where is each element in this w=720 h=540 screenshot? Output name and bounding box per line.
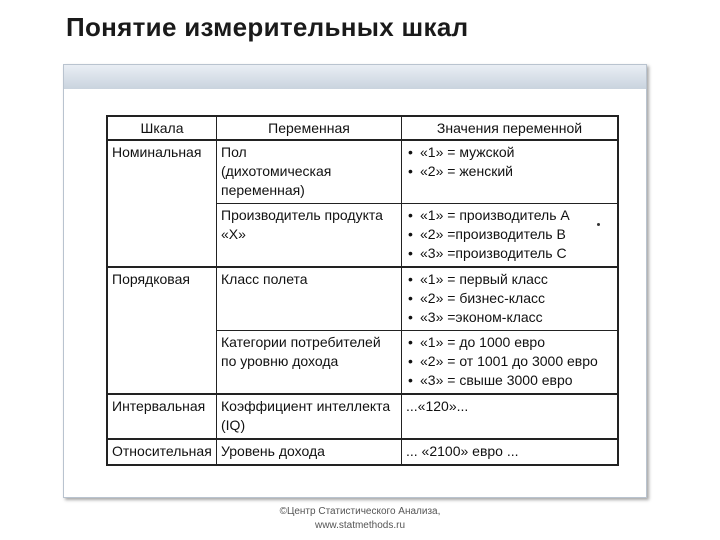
value-item: • «2» =производитель B bbox=[406, 225, 613, 244]
values-list bbox=[406, 333, 613, 390]
variable-cell: Пол (дихотомическая переменная) bbox=[217, 140, 402, 204]
value-item: • «3» =производитель C bbox=[406, 244, 613, 263]
header-values: Значения переменной bbox=[402, 116, 619, 140]
value-item: • «1» = первый класс bbox=[406, 270, 613, 289]
variable-cell: Категории потребителей по уровню дохода bbox=[217, 331, 402, 395]
values-cell bbox=[402, 140, 619, 204]
values-list bbox=[406, 270, 613, 327]
value-item: • «1» = мужской bbox=[406, 143, 613, 162]
value-item: • «3» =эконом-класс bbox=[406, 308, 613, 327]
value-item: • «1» = производитель A bbox=[406, 206, 613, 225]
value-item: • «2» = от 1001 до 3000 евро bbox=[406, 352, 613, 371]
footer bbox=[0, 505, 720, 533]
scale-cell: Номинальная bbox=[107, 140, 217, 267]
header-scale: Шкала bbox=[107, 116, 217, 140]
table-row bbox=[107, 140, 618, 204]
slide-frame bbox=[63, 64, 647, 498]
footer-url: www.statmethods.ru bbox=[314, 520, 406, 531]
variable-cell: Класс полета bbox=[217, 267, 402, 331]
page-title: Понятие измерительных шкал bbox=[66, 12, 469, 42]
variable-cell: Коэффициент интеллекта (IQ) bbox=[217, 394, 402, 439]
frame-header-bar bbox=[64, 65, 646, 89]
values-list bbox=[406, 143, 613, 181]
table-row bbox=[107, 394, 618, 439]
value-item: • «3» = свыше 3000 евро bbox=[406, 371, 613, 390]
scale-cell: Интервальная bbox=[107, 394, 217, 439]
value-item: • «2» = бизнес-класс bbox=[406, 289, 613, 308]
table-row bbox=[107, 439, 618, 465]
value-item: • «2» = женский bbox=[406, 162, 613, 181]
stray-dot bbox=[597, 223, 600, 226]
values-cell bbox=[402, 331, 619, 395]
scale-cell: Относительная bbox=[107, 439, 217, 465]
values-cell bbox=[402, 204, 619, 268]
variable-cell: Уровень дохода bbox=[217, 439, 402, 465]
values-cell: ... «2100» евро ... bbox=[402, 439, 619, 465]
values-cell bbox=[402, 267, 619, 331]
table-body bbox=[107, 140, 618, 465]
footer-copyright: ©Центр Статистического Анализа, bbox=[279, 506, 441, 517]
header-variable: Переменная bbox=[217, 116, 402, 140]
values-cell: ...«120»... bbox=[402, 394, 619, 439]
scales-table bbox=[106, 115, 619, 466]
variable-cell: Производитель продукта «X» bbox=[217, 204, 402, 268]
table-row bbox=[107, 267, 618, 331]
value-item: • «1» = до 1000 евро bbox=[406, 333, 613, 352]
values-list bbox=[406, 206, 613, 263]
table-header-row bbox=[107, 116, 618, 140]
scale-cell: Порядковая bbox=[107, 267, 217, 394]
